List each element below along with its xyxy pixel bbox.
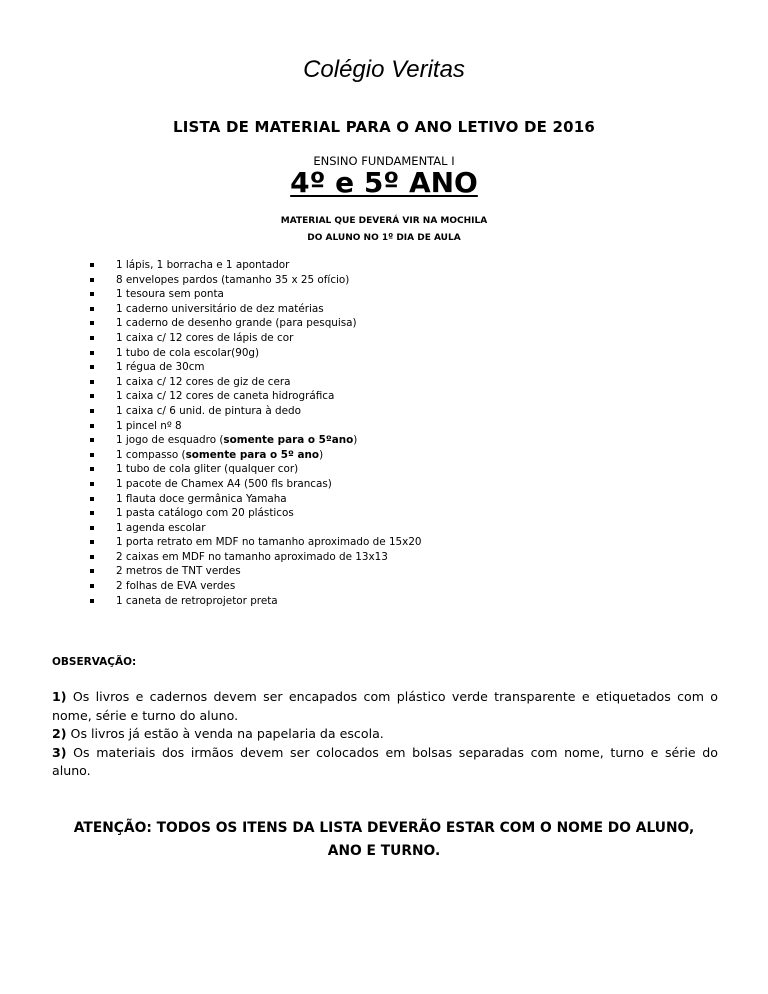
list-item-text: 1 caixa c/ 12 cores de caneta hidrográfica — [116, 390, 335, 403]
list-item-text: 8 envelopes pardos (tamanho 35 x 25 ofício) — [116, 273, 350, 286]
list-item — [90, 492, 422, 507]
list-item — [90, 564, 422, 579]
note-text: Os livros e cadernos devem ser encapados com plástico verde transparente e etiquetados com o nome, série e turno do aluno. — [52, 689, 718, 723]
list-item-text: 1 caixa c/ 12 cores de lápis de cor — [116, 331, 294, 344]
list-item — [90, 287, 422, 302]
list-item-text-bold: somente para o 5º ano — [185, 448, 320, 461]
bullet-icon — [90, 569, 94, 573]
list-item — [90, 462, 422, 477]
bullet-icon — [90, 351, 94, 355]
list-item-text: 1 tesoura sem ponta — [116, 288, 224, 301]
bullet-icon — [90, 394, 94, 398]
list-item-text: 1 flauta doce germânica Yamaha — [116, 492, 287, 505]
list-item-text: 1 caneta de retroprojetor preta — [116, 594, 278, 607]
list-item — [90, 535, 422, 550]
list-item — [90, 302, 422, 317]
list-item — [90, 521, 422, 536]
list-item — [90, 550, 422, 565]
list-item-text-post: ) — [353, 434, 358, 447]
bullet-icon — [90, 438, 94, 442]
list-item — [90, 419, 422, 434]
note-text: Os livros já estão à venda na papelaria da escola. — [66, 726, 384, 741]
list-item-text: 1 tubo de cola gliter (qualquer cor) — [116, 463, 299, 476]
list-item-text: 1 caderno universitário de dez matérias — [116, 302, 324, 315]
bullet-icon — [90, 584, 94, 588]
bullet-icon — [90, 497, 94, 501]
list-item-text-pre: 1 jogo de esquadro ( — [116, 434, 224, 447]
list-item-text: 1 pincel nº 8 — [116, 419, 182, 432]
bullet-icon — [90, 526, 94, 530]
bullet-icon — [90, 365, 94, 369]
list-item-text-pre: 1 compasso ( — [116, 448, 186, 461]
education-level: ENSINO FUNDAMENTAL I — [313, 154, 455, 168]
list-item — [90, 258, 422, 273]
list-item-text: 2 caixas em MDF no tamanho aproximado de 13x13 — [116, 550, 388, 563]
list-title: LISTA DE MATERIAL PARA O ANO LETIVO DE 2016 — [172, 118, 596, 136]
list-item-text: 2 metros de TNT verdes — [116, 565, 241, 578]
list-item — [90, 273, 422, 288]
list-item-text: 1 caixa c/ 12 cores de giz de cera — [116, 375, 291, 388]
bullet-icon — [90, 424, 94, 428]
list-item-text: 1 caderno de desenho grande (para pesquisa) — [116, 317, 357, 330]
list-item — [90, 404, 422, 419]
school-name: Colégio Veritas — [303, 56, 465, 83]
list-item — [90, 448, 422, 463]
list-item-text: 1 régua de 30cm — [116, 361, 205, 374]
list-item-text: 1 agenda escolar — [116, 521, 206, 534]
list-item-text: 1 tubo de cola escolar(90g) — [116, 346, 260, 359]
list-item — [90, 375, 422, 390]
list-item-text: 1 pasta catálogo com 20 plásticos — [116, 507, 294, 520]
list-item-text-bold: somente para o 5ºano — [223, 434, 354, 447]
bullet-icon — [90, 336, 94, 340]
instruction-line: DO ALUNO NO 1º DIA DE AULA — [307, 233, 461, 243]
note-number: 1) — [52, 689, 67, 704]
instruction-line: MATERIAL QUE DEVERÁ VIR NA MOCHILA — [280, 216, 488, 226]
list-item — [90, 331, 422, 346]
list-item-text: 1 pacote de Chamex A4 (500 fls brancas) — [116, 477, 332, 490]
observation-note — [52, 725, 718, 744]
list-item-text: 1 lápis, 1 borracha e 1 apontador — [116, 259, 290, 271]
bullet-icon — [90, 540, 94, 544]
list-item-text: 1 caixa c/ 6 unid. de pintura à dedo — [116, 404, 301, 417]
grade-text: 4º e 5º ANO — [290, 166, 478, 199]
bullet-icon — [90, 263, 94, 267]
note-number: 3) — [52, 744, 67, 760]
list-item-text: 1 porta retrato em MDF no tamanho aproximado de 15x20 — [116, 536, 422, 549]
list-item — [90, 389, 422, 404]
bullet-icon — [90, 380, 94, 384]
list-item — [90, 346, 422, 361]
material-list — [90, 258, 422, 608]
list-item — [90, 594, 422, 609]
grade-heading — [0, 166, 768, 199]
bullet-icon — [90, 467, 94, 471]
bullet-icon — [90, 321, 94, 325]
list-item — [90, 360, 422, 375]
list-item — [90, 316, 422, 331]
observation-label: OBSERVAÇÃO: — [52, 656, 137, 668]
bullet-icon — [90, 292, 94, 296]
bullet-icon — [90, 511, 94, 515]
list-item-text: 2 folhas de EVA verdes — [116, 580, 236, 593]
bullet-icon — [90, 453, 94, 457]
list-item-text-post: ) — [319, 448, 324, 461]
list-item — [90, 579, 422, 594]
bullet-icon — [90, 278, 94, 282]
bullet-icon — [90, 409, 94, 413]
note-text: Os materiais dos irmãos devem ser colocados em bolsas separadas com nome, turno e série do aluno. — [52, 744, 718, 778]
observation-notes — [52, 688, 718, 781]
attention-notice: ATENÇÃO: TODOS OS ITENS DA LISTA DEVERÃO ESTAR COM O NOME DO ALUNO, ANO E TURNO. — [73, 820, 695, 859]
note-number: 2) — [52, 726, 67, 741]
bullet-icon — [90, 482, 94, 486]
list-item — [90, 433, 422, 448]
list-item — [90, 506, 422, 521]
bullet-icon — [90, 599, 94, 603]
bullet-icon — [90, 555, 94, 559]
instruction-heading — [0, 213, 768, 247]
observation-note — [52, 688, 718, 725]
observation-note — [52, 744, 718, 781]
list-item — [90, 477, 422, 492]
bullet-icon — [90, 307, 94, 311]
